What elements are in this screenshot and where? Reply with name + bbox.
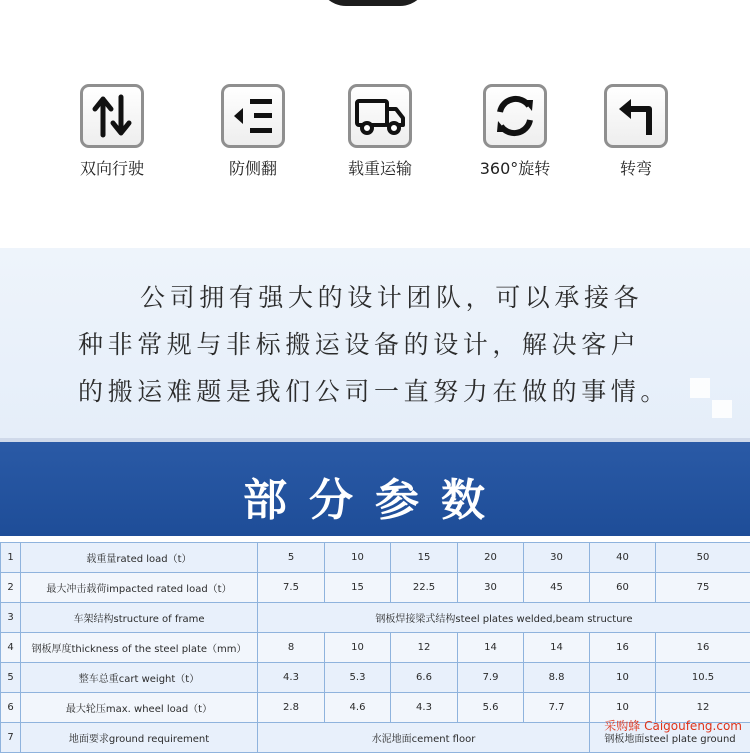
feature-icons-section: [0, 0, 750, 248]
table-row: [1, 633, 750, 663]
value-cell: 10: [325, 633, 391, 663]
two-way-arrows-icon: [80, 84, 144, 148]
row-number-cell: 2: [1, 573, 21, 603]
parameter-name-cell: 最大冲击载荷impacted rated load（t）: [21, 573, 258, 603]
feature-label: 360°旋转: [455, 156, 575, 179]
value-cell: 12: [656, 693, 750, 723]
value-cell: 10: [590, 693, 656, 723]
value-cell: 水泥地面cement floor: [258, 723, 590, 753]
parameter-name-cell: 载重量rated load（t）: [21, 543, 258, 573]
table-row: [1, 663, 750, 693]
parameter-name-cell: 车架结构structure of frame: [21, 603, 258, 633]
value-cell: 6.6: [391, 663, 458, 693]
value-cell: 45: [524, 573, 590, 603]
value-cell: 8: [258, 633, 325, 663]
feature-label: 载重运输: [320, 156, 440, 179]
value-cell: 20: [458, 543, 524, 573]
watermark: 采购蜂 Caigoufeng.com: [604, 717, 742, 734]
row-number-cell: 7: [1, 723, 21, 753]
table-row: [1, 573, 750, 603]
row-number-cell: 5: [1, 663, 21, 693]
value-cell: 4.6: [325, 693, 391, 723]
value-cell: 14: [458, 633, 524, 663]
row-number-cell: 6: [1, 693, 21, 723]
parameter-name-cell: 地面要求ground requirement: [21, 723, 258, 753]
rotate-360-icon: [483, 84, 547, 148]
truck-icon: [348, 84, 412, 148]
turn-arrow-icon: [604, 84, 668, 148]
feature-turn: [576, 84, 696, 179]
banner-title: 部分参数: [0, 464, 750, 528]
parameters-banner: [0, 438, 750, 536]
value-cell: 75: [656, 573, 750, 603]
row-number-cell: 3: [1, 603, 21, 633]
value-cell: 14: [524, 633, 590, 663]
description-line-2: 种非常规与非标搬运设备的设计，解决客户: [78, 325, 640, 361]
anti-rollover-icon: [221, 84, 285, 148]
value-cell: 16: [590, 633, 656, 663]
value-cell: 4.3: [258, 663, 325, 693]
parameter-name-cell: 整车总重cart weight（t）: [21, 663, 258, 693]
value-cell: 22.5: [391, 573, 458, 603]
value-cell: 10.5: [656, 663, 750, 693]
value-cell: 钢板焊接梁式结构steel plates welded,beam structure: [258, 603, 750, 633]
value-cell: 7.9: [458, 663, 524, 693]
value-cell: 15: [325, 573, 391, 603]
table-row: [1, 543, 750, 573]
feature-load-transport: [320, 84, 440, 179]
value-cell: 10: [325, 543, 391, 573]
value-cell: 40: [590, 543, 656, 573]
value-cell: 5.3: [325, 663, 391, 693]
feature-anti-rollover: [193, 84, 313, 179]
value-cell: 4.3: [391, 693, 458, 723]
value-cell: 5.6: [458, 693, 524, 723]
value-cell: 15: [391, 543, 458, 573]
value-cell: 7.7: [524, 693, 590, 723]
decorative-square: [690, 378, 710, 398]
value-cell: 50: [656, 543, 750, 573]
value-cell: 30: [524, 543, 590, 573]
value-cell: 钢板地面steel plate ground: [590, 723, 750, 753]
row-number-cell: 4: [1, 633, 21, 663]
value-cell: 8.8: [524, 663, 590, 693]
value-cell: 7.5: [258, 573, 325, 603]
value-cell: 16: [656, 633, 750, 663]
value-cell: 12: [391, 633, 458, 663]
value-cell: 10: [590, 663, 656, 693]
feature-rotate-360: [455, 84, 575, 179]
feature-two-way: [52, 84, 172, 179]
value-cell: 30: [458, 573, 524, 603]
feature-label: 防侧翻: [193, 156, 313, 179]
parameter-name-cell: 最大轮压max. wheel load（t）: [21, 693, 258, 723]
decorative-square: [712, 400, 732, 418]
value-cell: 5: [258, 543, 325, 573]
feature-label: 转弯: [576, 156, 696, 179]
value-cell: 60: [590, 573, 656, 603]
row-number-cell: 1: [1, 543, 21, 573]
parameter-name-cell: 钢板厚度thickness of the steel plate（mm）: [21, 633, 258, 663]
company-description: [0, 248, 750, 438]
table-row: [1, 603, 750, 633]
value-cell: 2.8: [258, 693, 325, 723]
description-line-1: 公司拥有强大的设计团队，可以承接各: [140, 278, 643, 314]
description-line-3: 的搬运难题是我们公司一直努力在做的事情。: [78, 372, 670, 408]
feature-label: 双向行驶: [52, 156, 172, 179]
